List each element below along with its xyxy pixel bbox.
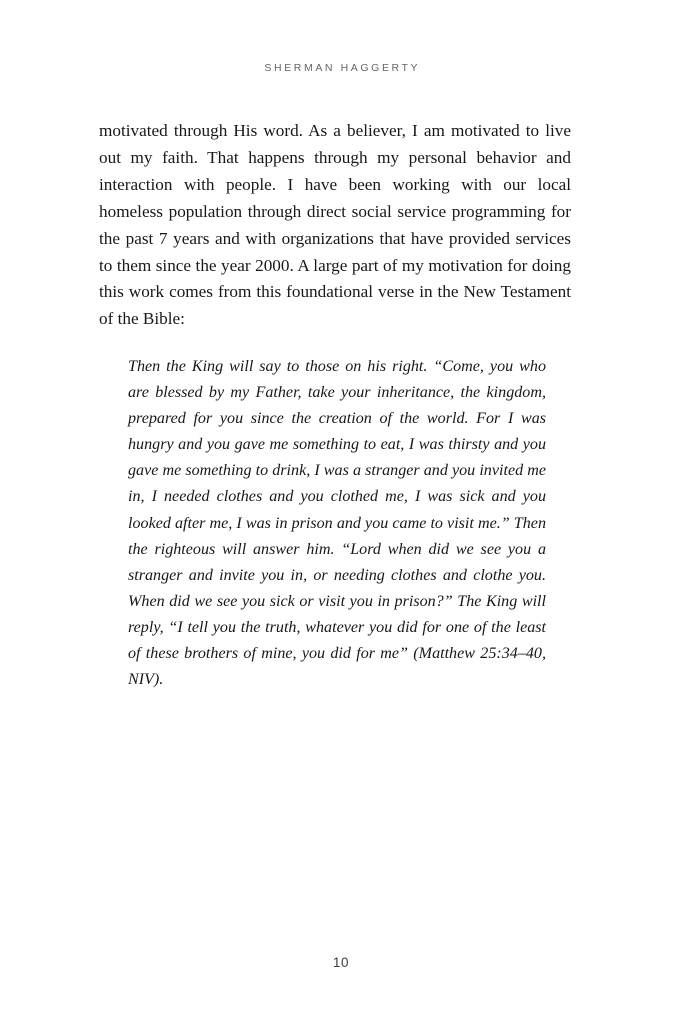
body-paragraph: motivated through His word. As a believer, I am motivated to live out my faith. That happens through my personal behavior and interaction with people. I have been working with our local homeless population through direct social service programming for the past 7 years and with organizations that have provided services to them since the year 2000. A large part of my motivation for doing this work comes from this foundational verse in the New Testament of the Bible:	[99, 121, 571, 329]
scripture-blockquote	[128, 354, 546, 693]
blockquote-paragraph: Then the King will say to those on his right. “Come, you who are blessed by my Father, take your inheritance, the kingdom, prepared for you since the creation of the world. For I was hungry and you gave me something to eat, I was thirsty and you gave me something to drink, I was a stranger and you invited me in, I needed clothes and you clothed me, I was sick and you looked after me, I was in prison and you came to visit me.” Then the righteous will answer him. “Lord when did we see you a stranger and invite you in, or needing clothes and clothe you. When did we see you sick or visit you in prison?” The King will reply, “I tell you the truth, whatever you did for one of the least of these brothers of mine, you did for me” (Matthew 25:34–40, NIV).	[128, 358, 546, 689]
page-number: 10	[332, 955, 350, 970]
running-head: SHERMAN HAGGERTY	[264, 62, 421, 74]
body-text-block	[99, 118, 571, 333]
